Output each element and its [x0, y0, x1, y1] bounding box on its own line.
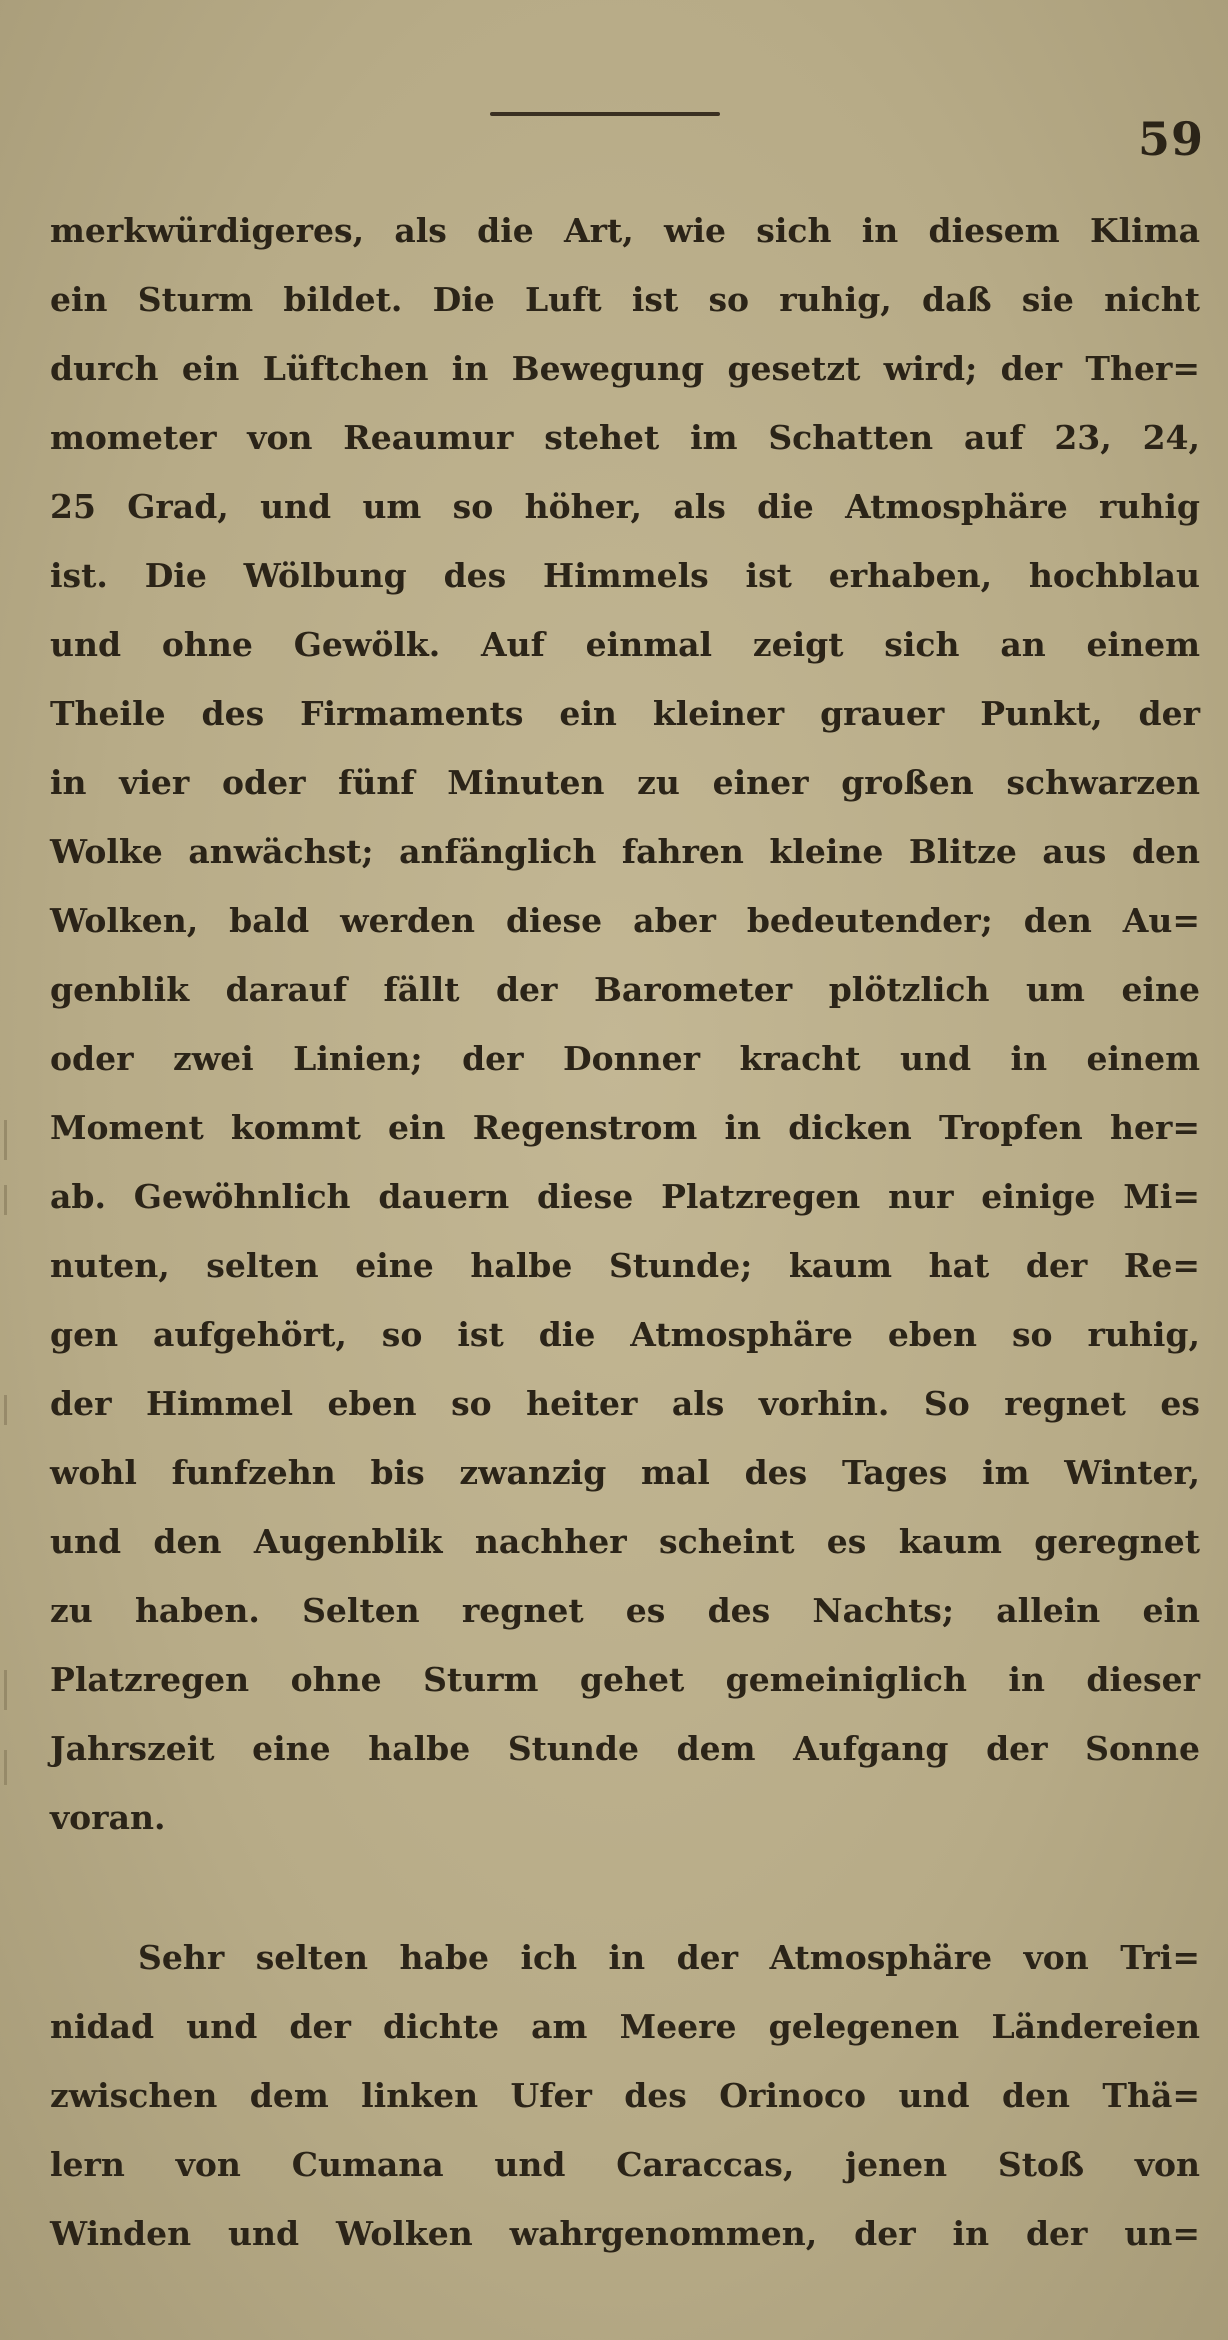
text-line: und den Augenblik nachher scheint es kaum geregnet [50, 1522, 1200, 1561]
text-line: ab. Gewöhnlich dauern diese Platzregen nur einige Mi= [50, 1177, 1200, 1216]
text-line: Winden und Wolken wahrgenommen, der in der un= [50, 2214, 1200, 2253]
text-line: voran. [50, 1798, 166, 1837]
header-rule [490, 112, 720, 116]
text-line: Platzregen ohne Sturm gehet gemeiniglich in dieser [50, 1660, 1200, 1699]
margin-mark [4, 1120, 7, 1160]
margin-mark [4, 1395, 7, 1425]
text-line: der Himmel eben so heiter als vorhin. So regnet es [50, 1384, 1200, 1423]
text-line: oder zwei Linien; der Donner kracht und in einem [50, 1039, 1200, 1078]
text-line: und ohne Gewölk. Auf einmal zeigt sich an einem [50, 625, 1200, 664]
margin-mark [4, 1185, 7, 1215]
text-line: ein Sturm bildet. Die Luft ist so ruhig, daß sie nicht [50, 280, 1200, 319]
text-line: nidad und der dichte am Meere gelegenen Ländereien [50, 2007, 1200, 2046]
text-line: ist. Die Wölbung des Himmels ist erhaben, hochblau [50, 556, 1200, 595]
text-line: gen aufgehört, so ist die Atmosphäre eben so ruhig, [50, 1315, 1200, 1354]
text-line: 25 Grad, und um so höher, als die Atmosphäre ruhig [50, 487, 1200, 526]
page-number: 59 [1138, 112, 1205, 166]
text-line: wohl funfzehn bis zwanzig mal des Tages im Winter, [50, 1453, 1200, 1492]
body-text [50, 196, 1200, 2268]
text-line: zu haben. Selten regnet es des Nachts; allein ein [50, 1591, 1200, 1630]
text-line: in vier oder fünf Minuten zu einer großen schwarzen [50, 763, 1200, 802]
text-line: Moment kommt ein Regenstrom in dicken Tropfen her= [50, 1108, 1200, 1147]
text-line: Theile des Firmaments ein kleiner grauer Punkt, der [50, 694, 1200, 733]
text-line: zwischen dem linken Ufer des Orinoco und den Thä= [50, 2076, 1200, 2115]
text-line: durch ein Lüftchen in Bewegung gesetzt wird; der Ther= [50, 349, 1200, 388]
text-line: genblik darauf fällt der Barometer plötzlich um eine [50, 970, 1200, 1009]
text-line: nuten, selten eine halbe Stunde; kaum hat der Re= [50, 1246, 1200, 1285]
text-line: Wolke anwächst; anfänglich fahren kleine Blitze aus den [50, 832, 1200, 871]
margin-mark [4, 1670, 7, 1710]
text-line: Sehr selten habe ich in der Atmosphäre von Tri= [138, 1938, 1200, 1977]
margin-mark [4, 1750, 7, 1785]
text-line: Wolken, bald werden diese aber bedeutender; den Au= [50, 901, 1200, 940]
text-line: mometer von Reaumur stehet im Schatten auf 23, 24, [50, 418, 1200, 457]
paragraph-gap [50, 1852, 1200, 1923]
text-line: lern von Cumana und Caraccas, jenen Stoß von [50, 2145, 1200, 2184]
text-line: Jahrszeit eine halbe Stunde dem Aufgang der Sonne [50, 1729, 1200, 1768]
text-line: merkwürdigeres, als die Art, wie sich in diesem Klima [50, 211, 1200, 250]
